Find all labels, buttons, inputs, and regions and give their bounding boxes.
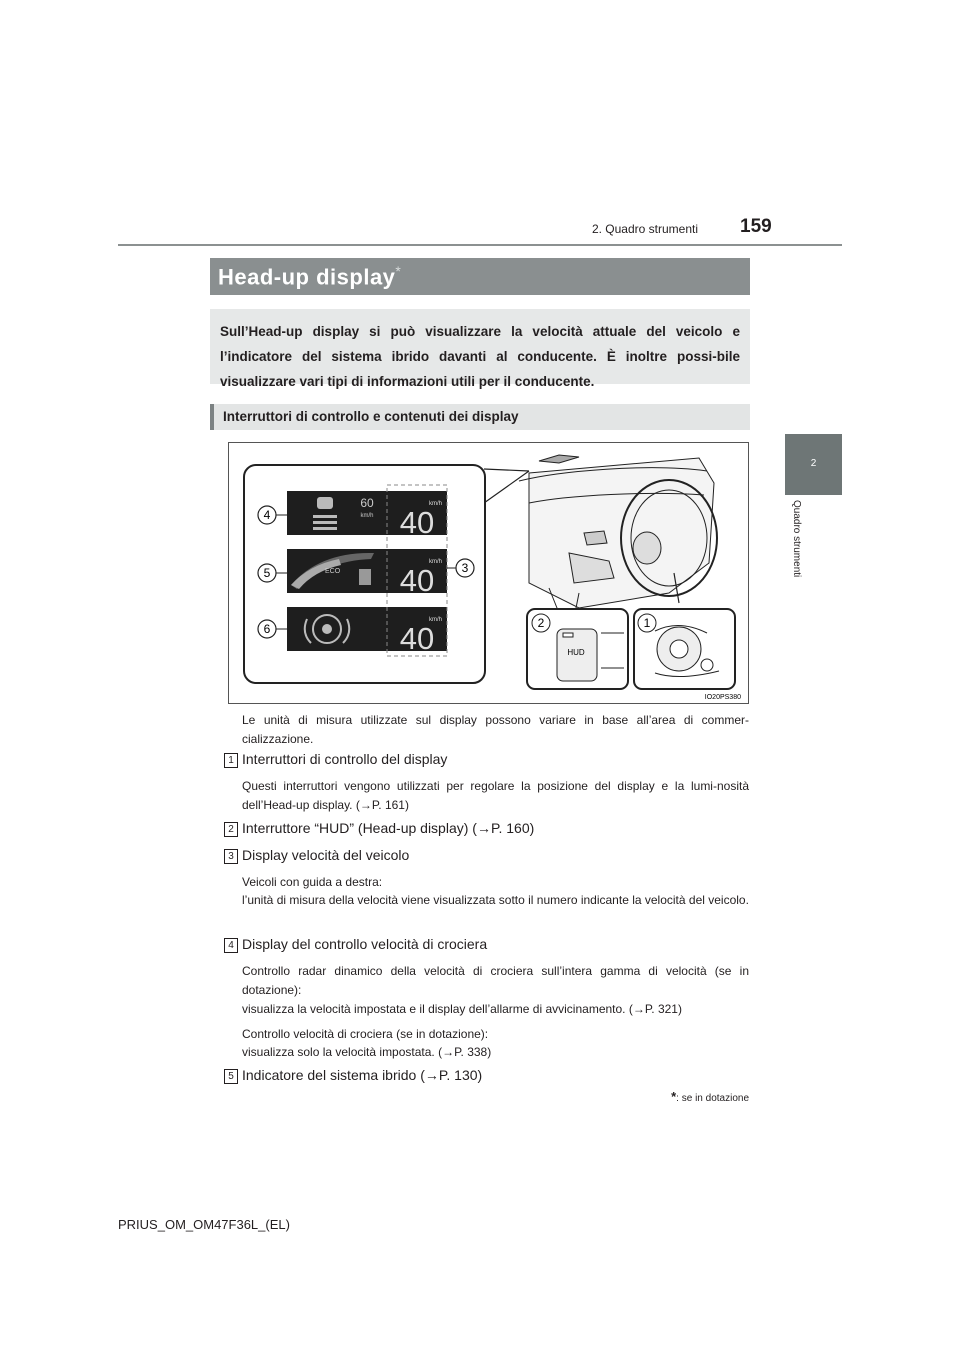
speed-unit-3: km/h xyxy=(429,617,443,623)
callout-4: 4 xyxy=(263,508,271,522)
callout-6: 6 xyxy=(263,622,271,636)
item-4-text-2: visualizza la velocità impostata e il display dell’allarme di avvicinamento. (→P. 321) xyxy=(242,1002,682,1016)
item-4-text-3: Controllo velocità di crociera (se in dotazione): xyxy=(242,1027,489,1041)
callout-1: 1 xyxy=(643,616,651,630)
speed-1: 40 xyxy=(399,505,435,540)
control-return-button xyxy=(701,659,713,671)
footnote xyxy=(671,1089,749,1104)
item-4-number: 4 xyxy=(224,938,238,953)
title-asterisk: * xyxy=(395,263,402,279)
hud-illustration xyxy=(228,442,749,704)
eco-label: ECO xyxy=(325,568,341,575)
callout-2: 2 xyxy=(537,616,545,630)
header-rule xyxy=(118,244,842,246)
item-4-heading: Display del controllo velocità di crociera xyxy=(242,936,488,952)
item-4-text-1: Controllo radar dinamico della velocità di crociera sull’intera gamma di velocità (se in dotazione): xyxy=(242,964,749,997)
speed-unit-2: km/h xyxy=(429,559,443,565)
units-note: Le unità di misura utilizzate sul display possono variare in base all’area di commer-cializzazione. xyxy=(242,713,749,746)
item-3-text-1: Veicoli con guida a destra: xyxy=(242,875,383,889)
hud-illustration-svg xyxy=(229,443,749,704)
subheading-bar xyxy=(210,404,214,430)
page-title xyxy=(218,263,401,290)
footnote-text: : se in dotazione xyxy=(676,1093,749,1104)
chapter-tab-label: Quadro strumenti xyxy=(791,500,802,578)
title-bar xyxy=(210,258,750,295)
speed-3: 40 xyxy=(399,621,435,656)
set-speed-unit: km/h xyxy=(360,513,374,519)
item-3-text-2: l’unità di misura della velocità viene visualizzata sotto il numero indicante la velocità del veicolo. xyxy=(242,893,749,907)
figure-code: IO20PS380 xyxy=(704,694,741,701)
page-title-text: Head-up display xyxy=(218,264,396,290)
item-3-number: 3 xyxy=(224,849,238,864)
chapter-tab xyxy=(785,434,842,495)
item-2-number: 2 xyxy=(224,822,238,837)
item-5-number: 5 xyxy=(224,1069,238,1084)
chapter-tab-number: 2 xyxy=(810,458,817,469)
item-1-heading: Interruttori di controllo del display xyxy=(242,751,448,767)
item-4-text-4: visualizza solo la velocità impostata. (→P. 338) xyxy=(242,1045,492,1059)
speed-2: 40 xyxy=(399,563,435,598)
intro-text: Sull’Head-up display si può visualizzare la velocità attuale del veicolo e l’indicatore del sistema ibrido davanti al conducente. È inoltre possi-bile visualizzare vari tipi di informazioni utili per il conducente. xyxy=(220,324,740,389)
item-2-heading: Interruttore “HUD” (Head-up display) (→P. 160) xyxy=(242,820,535,836)
item-1-text: Questi interruttori vengono utilizzati per regolare la posizione del display e la lumi-nosità dell’Head-up display. (→P. 161) xyxy=(242,779,749,812)
callout-5: 5 xyxy=(263,566,271,580)
subheading-text: Interruttori di controllo e contenuti dei display xyxy=(223,409,519,424)
hud-switch-label: HUD xyxy=(567,648,585,657)
footnote-asterisk: * xyxy=(671,1089,677,1104)
subheading xyxy=(210,404,750,430)
item-3-heading: Display velocità del veicolo xyxy=(242,847,410,863)
item-1-number: 1 xyxy=(224,753,238,768)
page-number: 159 xyxy=(740,216,772,237)
set-speed: 60 xyxy=(360,496,374,510)
intro-box xyxy=(210,309,750,389)
speed-unit-1: km/h xyxy=(429,501,443,507)
control-dial-center xyxy=(670,640,688,658)
dashboard-drawing xyxy=(519,455,717,618)
document-code: PRIUS_OM_OM47F36L_(EL) xyxy=(118,1217,290,1232)
item-5-heading: Indicatore del sistema ibrido (→P. 130) xyxy=(242,1067,483,1083)
section-title: 2. Quadro strumenti xyxy=(591,222,698,236)
callout-3: 3 xyxy=(461,561,469,575)
